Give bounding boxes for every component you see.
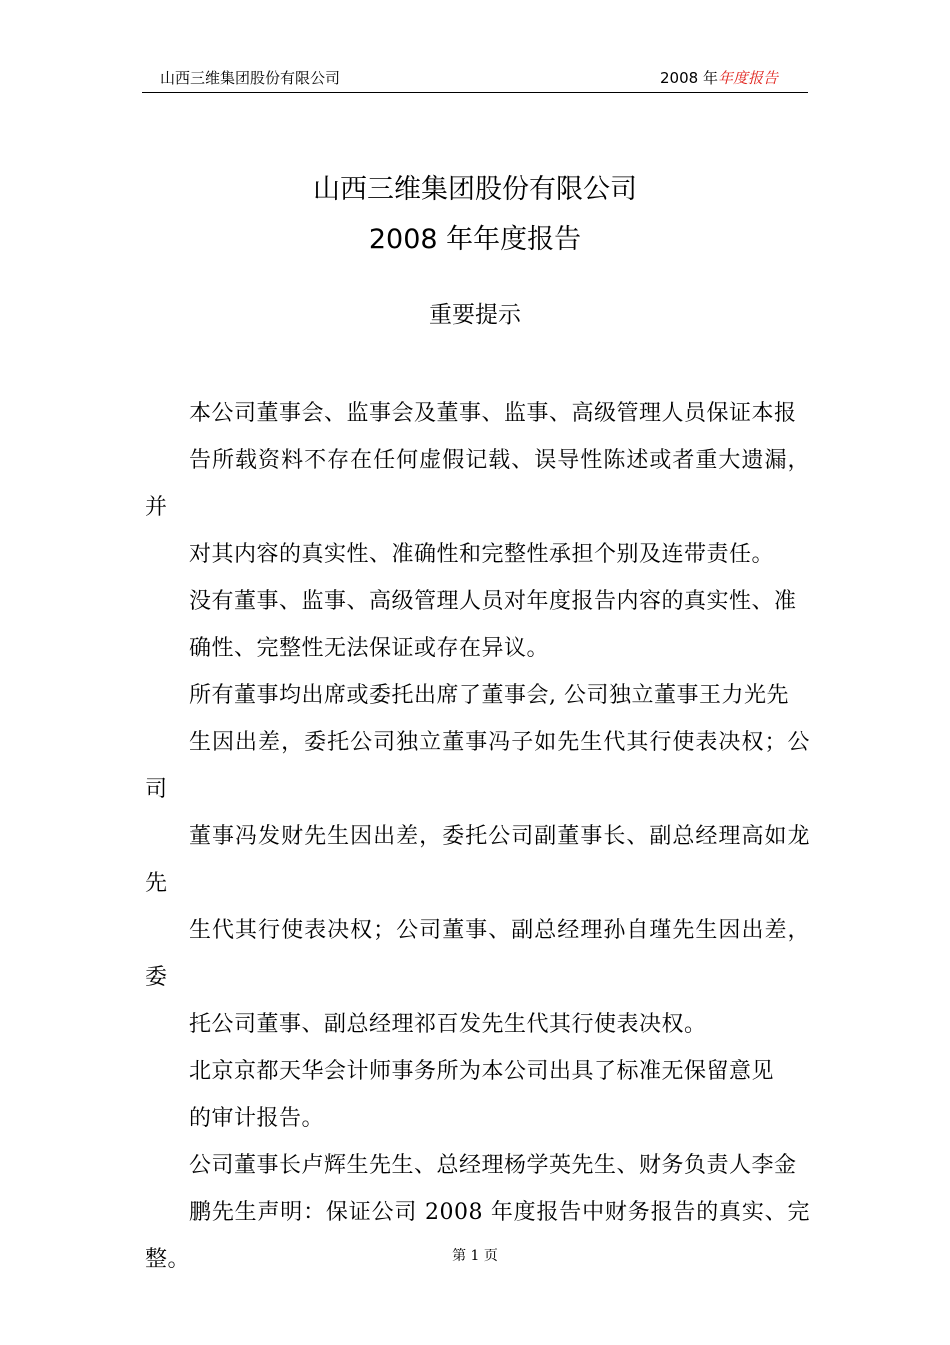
title-report: 2008 年年度报告	[368, 224, 582, 255]
header-year-suffix: 年	[702, 69, 718, 87]
paragraph-line: 确性、完整性无法保证或存在异议。	[189, 636, 550, 661]
page-number: 第 1 页	[452, 1248, 498, 1264]
paragraph-audit	[145, 1048, 810, 1142]
paragraph-line: 对其内容的真实性、准确性和完整性承担个别及连带责任。	[189, 542, 775, 567]
document-title	[0, 165, 950, 265]
paragraph-line: 所有董事均出席或委托出席了董事会, 公司独立董事王力光先	[189, 683, 789, 708]
body-text	[145, 390, 810, 1283]
paragraph-line: 鹏先生声明：保证公司 2008 年度报告中财务报告的真实、完整。	[145, 1200, 810, 1272]
paragraph-line: 生因出差，委托公司独立董事冯子如先生代其行使表决权；公司	[145, 730, 810, 802]
header-company-name: 山西三维集团股份有限公司	[160, 69, 341, 87]
header-report-label	[660, 68, 778, 88]
paragraph-attendance	[145, 672, 810, 1048]
header-report-title: 年度报告	[717, 69, 778, 87]
paragraph-line: 没有董事、监事、高级管理人员对年度报告内容的真实性、准	[189, 589, 797, 614]
paragraph-line: 董事冯发财先生因出差，委托公司副董事长、副总经理高如龙先	[145, 824, 810, 896]
paragraph-line: 托公司董事、副总经理祁百发先生代其行使表决权。	[189, 1012, 707, 1037]
paragraph-line: 的审计报告。	[189, 1106, 325, 1131]
paragraph-guarantee	[145, 390, 810, 578]
title-company: 山西三维集团股份有限公司	[313, 174, 637, 205]
paragraph-line: 公司董事长卢辉生先生、总经理杨学英先生、财务负责人李金	[189, 1153, 797, 1178]
header-year: 2008	[660, 69, 699, 87]
paragraph-no-objection	[145, 578, 810, 672]
paragraph-line: 北京京都天华会计师事务所为本公司出具了标准无保留意见	[189, 1059, 775, 1084]
section-heading: 重要提示	[429, 302, 521, 328]
paragraph-line: 告所载资料不存在任何虚假记载、误导性陈述或者重大遗漏，并	[145, 448, 810, 520]
paragraph-line: 本公司董事会、监事会及董事、监事、高级管理人员保证本报	[189, 401, 797, 426]
paragraph-line: 生代其行使表决权；公司董事、副总经理孙自瑾先生因出差，委	[145, 918, 810, 990]
page-header	[142, 66, 808, 93]
